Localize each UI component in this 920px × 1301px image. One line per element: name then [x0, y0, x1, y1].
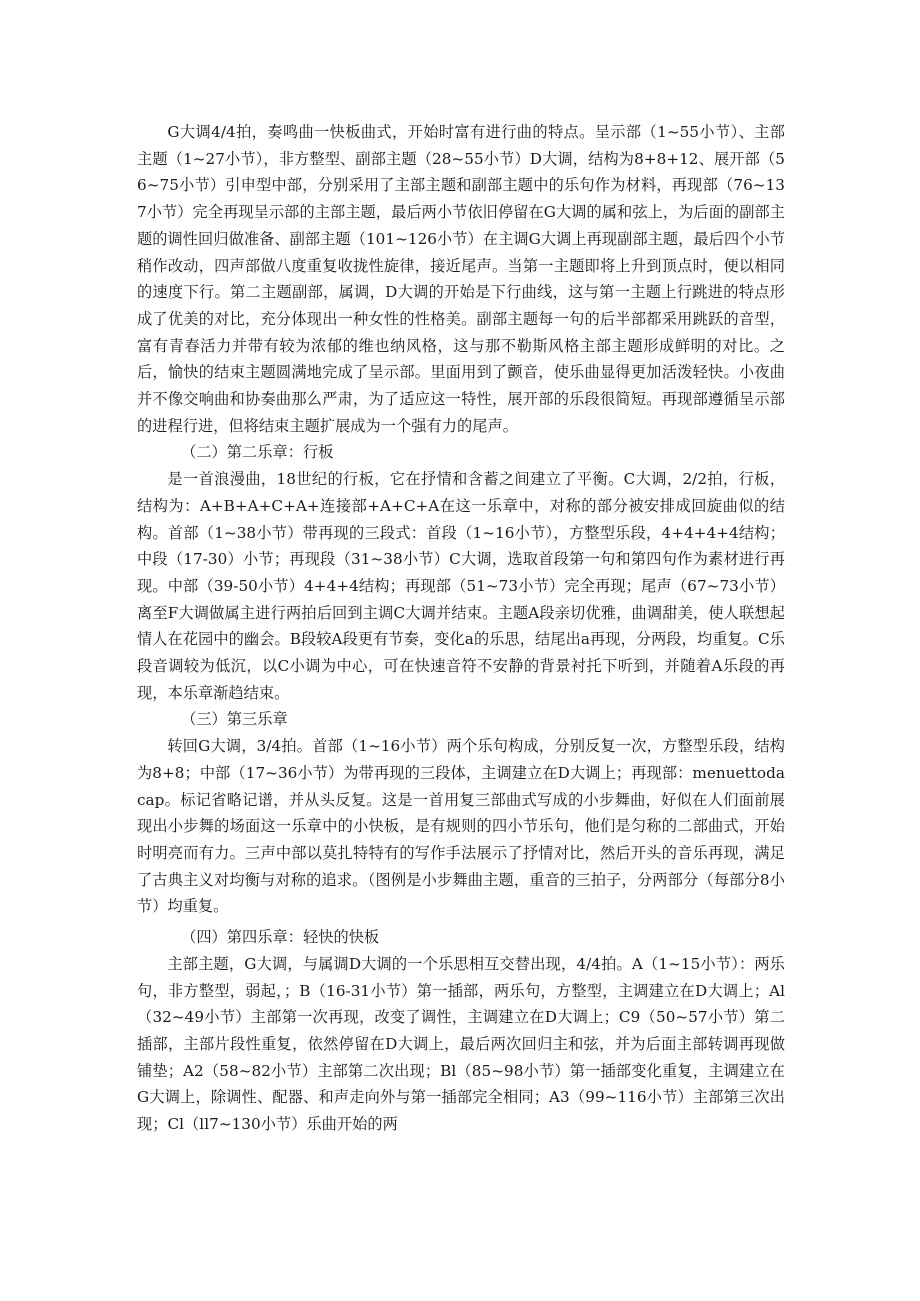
heading-movement-2: （二）第二乐章：行板 [181, 443, 334, 462]
paragraph-movement-2: 是一首浪漫曲，18世纪的行板，它在抒情和含蓄之间建立了平衡。C大调，2/2拍，行板，结构为：A+B+A+C+A+连接部+A+C+A在这一乐章中，对称的部分被安排成回旋曲似的结构。首部（1~38小节）带再现的三段式：首段（1~16小节），方整型乐段，4+4+4+4结构；中段（17-30）小节；再现段（31~38小节）C大调，选取首段第一句和第四句作为素材进行再现。中部（39-50小节）4+4+4结构；再现部（51~73小节）完全再现；尾声（67~73小节）离至F大调做属主进行两拍后回到主调C大调并结束。主题A段亲切优雅，曲调甜美，使人联想起情人在花园中的幽会。B段较A段更有节奏，变化a的乐思，结尾出a再现，分两段，均重复。C乐段音调较为低沉，以C小调为中心，可在快速音符不安静的背景衬托下听到，并随着A乐段的再现，本乐章渐趋结束。 [137, 470, 785, 702]
heading-movement-4: （四）第四乐章：轻快的快板 [181, 928, 380, 947]
paragraph-movement-1: G大调4/4拍，奏鸣曲一快板曲式，开始时富有进行曲的特点。呈示部（1~55小节）、主部主题（1~27小节），非方整型、副部主题（28~55小节）D大调，结构为8+8+12、展开部（56~75小节）引申型中部，分别采用了主部主题和副部主题中的乐句作为材料，再现部（76~137小节）完全再现呈示部的主部主题，最后两小节依旧停留在G大调的属和弦上，为后面的副部主题的调性回归做准备、副部主题（101~126小节）在主调G大调上再现副部主题，最后四个小节稍作改动，四声部做八度重复收拢性旋律，接近尾声。当第一主题即将上升到顶点时，便以相同的速度下行。第二主题副部，属调，D大调的开始是下行曲线，这与第一主题上行跳进的特点形成了优美的对比，充分体现出一种女性的性格美。副部主题每一句的后半部都采用跳跃的音型，富有青春活力并带有较为浓郁的维也纳风格，这与那不勒斯风格主部主题形成鲜明的对比。之后，愉快的结束主题圆满地完成了呈示部。里面用到了颤音，使乐曲显得更加活泼轻快。小夜曲并不像交响曲和协奏曲那么严肃，为了适应这一特性，展开部的乐段很简短。再现部遵循呈示部的进程行进，但将结束主题扩展成为一个强有力的尾声。 [137, 123, 785, 435]
paragraph-movement-3: 转回G大调，3/4拍。首部（1~16小节）两个乐句构成，分别反复一次，方整型乐段，结构为8+8；中部（17~36小节）为带再现的三段体，主调建立在D大调上；再现部：menuettodacap。标记省略记谱，并从头反复。这是一首用复三部曲式写成的小步舞曲，好似在人们面前展现出小步舞的场面这一乐章中的小快板，是有规则的四小节乐句，他们是匀称的二部曲式，开始时明亮而有力。三声中部以莫扎特特有的写作手法展示了抒情对比，然后开头的音乐再现，满足了古典主义对均衡与对称的追求。（图例是小步舞曲主题，重音的三拍子，分两部分（每部分8小节）均重复。 [137, 737, 785, 916]
paragraph-movement-4: 主部主题，G大调，与属调D大调的一个乐思相互交替出现，4/4拍。A（1~15小节）：两乐句，非方整型，弱起，；B（16-31小节）第一插部，两乐句，方整型，主调建立在D大调上；Al（32~49小节）主部第一次再现，改变了调性，主调建立在D大调上；C9（50~57小节）第二插部，主部片段性重复，依然停留在D大调上，最后两次回归主和弦，并为后面主部转调再现做铺垫；A2（58~82小节）主部第二次出现；Bl（85~98小节）第一插部变化重复，主调建立在G大调上，除调性、配器、和声走向外与第一插部完全相同；A3（99~116小节）主部第三次出现；Cl（ll7~130小节）乐曲开始的两 [137, 954, 785, 1134]
document-body [137, 119, 785, 1138]
heading-movement-3: （三）第三乐章 [181, 710, 288, 729]
